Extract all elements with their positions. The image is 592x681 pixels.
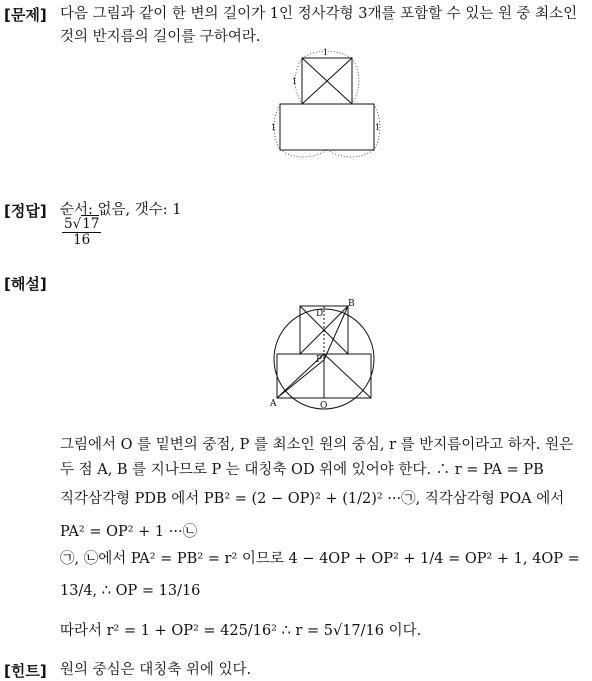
solution-line-3: 직각삼각형 PDB 에서 PB² = (2 − OP)² + (1/2)² ···㉠, 직각삼각형 POA 에서 [60, 491, 565, 507]
hint-text: 원의 중심은 대칭축 위에 있다. [60, 662, 252, 678]
solution-line-6: 13/4, ∴ OP = 13/16 [60, 583, 201, 599]
problem-line-1: 다음 그림과 같이 한 변의 길이가 1인 정사각형 3개를 포함할 수 있는 원 중 최소인 [60, 6, 578, 22]
label-O: O [320, 401, 328, 411]
answer-num-coef: 5 [64, 216, 73, 232]
answer-line-1: 순서: 없음, 갯수: 1 [60, 202, 182, 218]
problem-line-2: 것의 반지름의 길이를 구하여라. [60, 29, 261, 45]
problem-tag: [문제] [4, 6, 47, 24]
fig-label-1: 1 [375, 123, 381, 132]
solution-line-1: 그림에서 O 를 밑변의 중점, P 를 최소인 원의 중심, r 를 반지름이라고 하자. 원은 [60, 437, 574, 453]
solution-line-5: ㉠, ㉡에서 PA² = PB² = r² 이므로 4 − 4OP + OP² + 1/4 = OP² + 1, 4OP = [60, 551, 580, 567]
solution-tag: [해설] [4, 275, 47, 293]
answer-fraction: $\frac{5√17}{16}$ [64, 216, 100, 248]
fig-label-1: 1 [271, 123, 277, 132]
answer-den: 16 [62, 232, 101, 248]
solution-figure [262, 298, 392, 414]
label-D: D [316, 309, 324, 319]
fig-label-1: 1 [323, 48, 329, 57]
hint-tag: [힌트] [4, 662, 47, 680]
answer-num-root: 17 [82, 216, 100, 232]
problem-figure [268, 46, 384, 164]
solution-line-4: PA² = OP² + 1 ···㉡ [60, 524, 198, 540]
answer-tag: [정답] [4, 202, 47, 220]
label-B: B [348, 299, 355, 309]
label-P: P [316, 355, 323, 365]
label-A: A [270, 399, 277, 409]
fig-label-1: 1 [292, 77, 298, 86]
solution-line-7: 따라서 r² = 1 + OP² = 425/16² ∴ r = 5√17/16 이다. [60, 623, 422, 639]
solution-line-2: 두 점 A, B 를 지나므로 P 는 대칭축 OD 위에 있어야 한다. ∴ r = PA = PB [60, 462, 544, 478]
